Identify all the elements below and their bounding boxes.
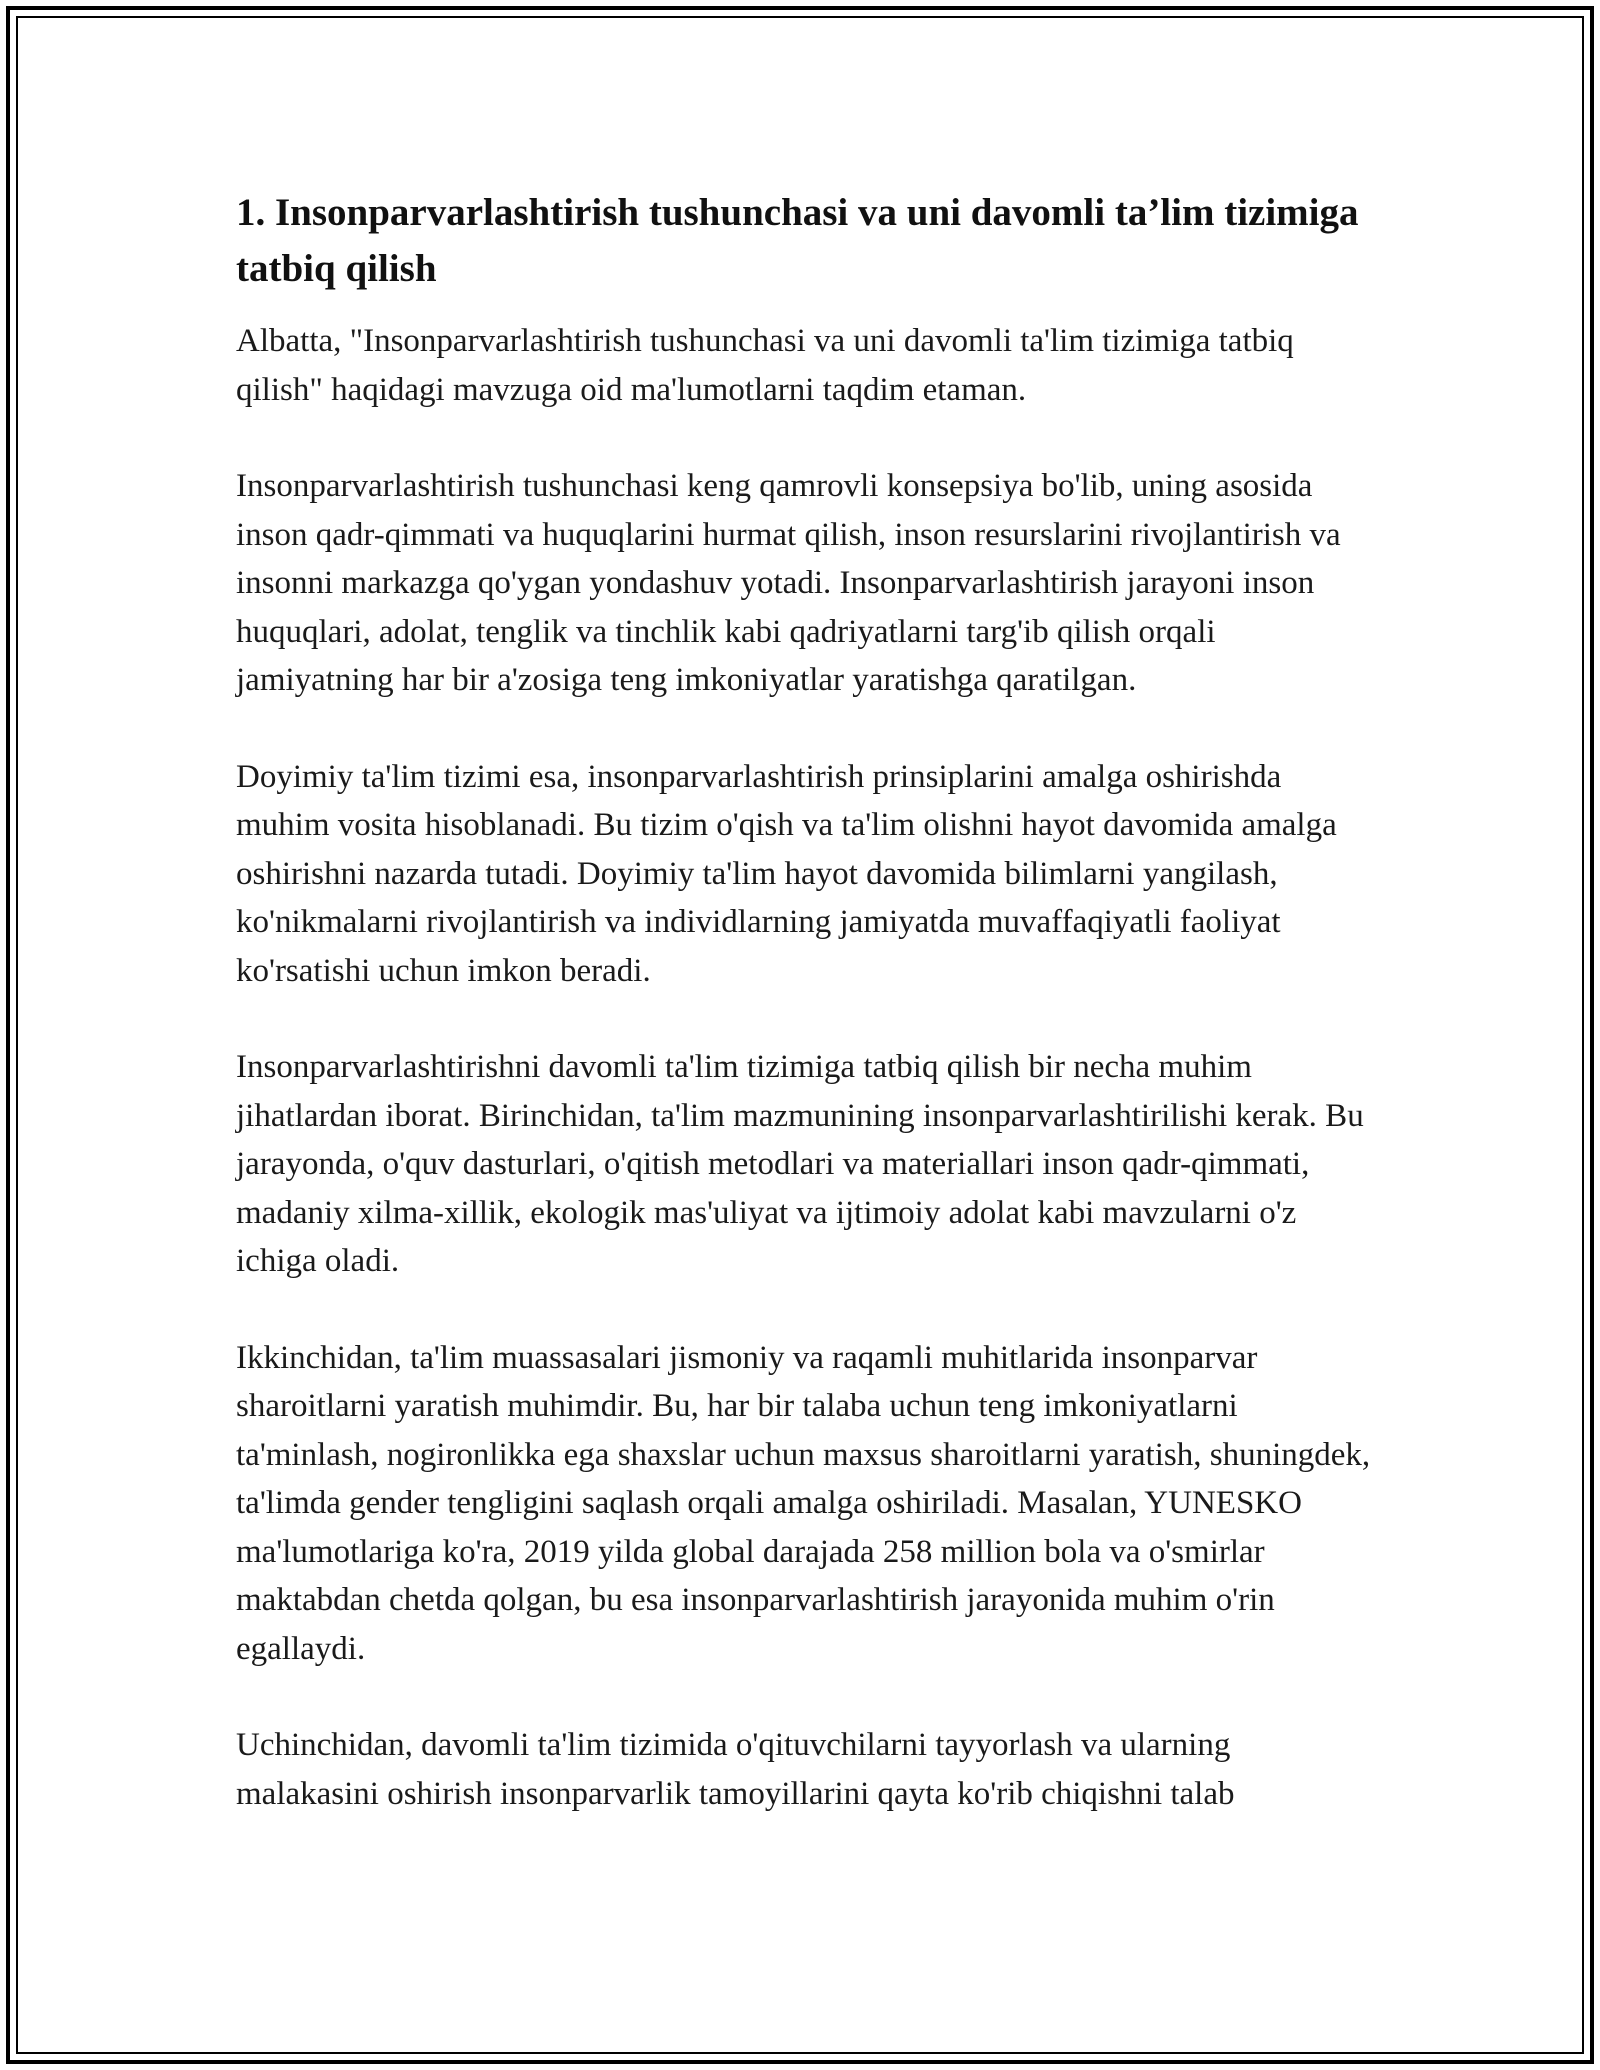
document-body (236, 185, 1376, 1866)
paragraph-concept: Insonparvarlashtirish tushunchasi keng qamrovli konsepsiya bo'lib, uning asosida inson qadr-qimmati va huquqlarini hurmat qilish, inson resurslarini rivojlantirish va insonni markazga qo'ygan yondashuv yotadi. Insonparvarlashtirish jarayoni inson huquqlari, adolat, tenglik va tinchlik kabi qadriyatlarni targ'ib qilish orqali jamiyatning har bir a'zosiga teng imkoniyatlar yaratishga qaratilgan. (236, 468, 1341, 698)
document-title: 1. Insonparvarlashtirish tushunchasi va uni davomli ta’lim tizimiga tatbiq qilish (236, 191, 1359, 290)
paragraph-continuous-education: Doyimiy ta'lim tizimi esa, insonparvarlashtirish prinsiplarini amalga oshirishda muhim vosita hisoblanadi. Bu tizim o'qish va ta'lim olishni hayot davomida amalga oshirishni nazarda tutadi. Doyimiy ta'lim hayot davomida bilimlarni yangilash, ko'nikmalarni rivojlantirish va individlarning jamiyatda muvaffaqiyatli faoliyat ko'rsatishi uchun imkon beradi. (236, 758, 1337, 989)
paragraph-intro: Albatta, "Insonparvarlashtirish tushunchasi va uni davomli ta'lim tizimiga tatbiq qilish" haqidagi mavzuga oid ma'lumotlarni taqdim etaman. (236, 323, 1294, 408)
paragraph-first-aspect: Insonparvarlashtirishni davomli ta'lim tizimiga tatbiq qilish bir necha muhim jihatlardan iborat. Birinchidan, ta'lim mazmunining insonparvarlashtirilishi kerak. Bu jarayonda, o'quv dasturlari, o'qitish metodlari va materiallari inson qadr-qimmati, madaniy xilma-xillik, ekologik mas'uliyat va ijtimoiy adolat kabi mavzularni o'z ichiga oladi. (236, 1049, 1364, 1279)
paragraph-second-aspect: Ikkinchidan, ta'lim muassasalari jismoniy va raqamli muhitlarida insonparvar sharoitlarni yaratish muhimdir. Bu, har bir talaba uchun teng imkoniyatlarni ta'minlash, nogironlikka ega shaxslar uchun maxsus sharoitlarni yaratish, shuningdek, ta'limda gender tengligini saqlash orqali amalga oshiriladi. Masalan, YUNESKO ma'lumotlariga ko'ra, 2019 yilda global darajada 258 million bola va o'smirlar maktabdan chetda qolgan, bu esa insonparvarlashtirish jarayonida muhim o'rin egallaydi. (236, 1339, 1371, 1667)
paragraph-third-aspect: Uchinchidan, davomli ta'lim tizimida o'qituvchilarni tayyorlash va ularning malakasini oshirish insonparvarlik tamoyillarini qayta ko'rib chiqishni talab (236, 1727, 1235, 1812)
